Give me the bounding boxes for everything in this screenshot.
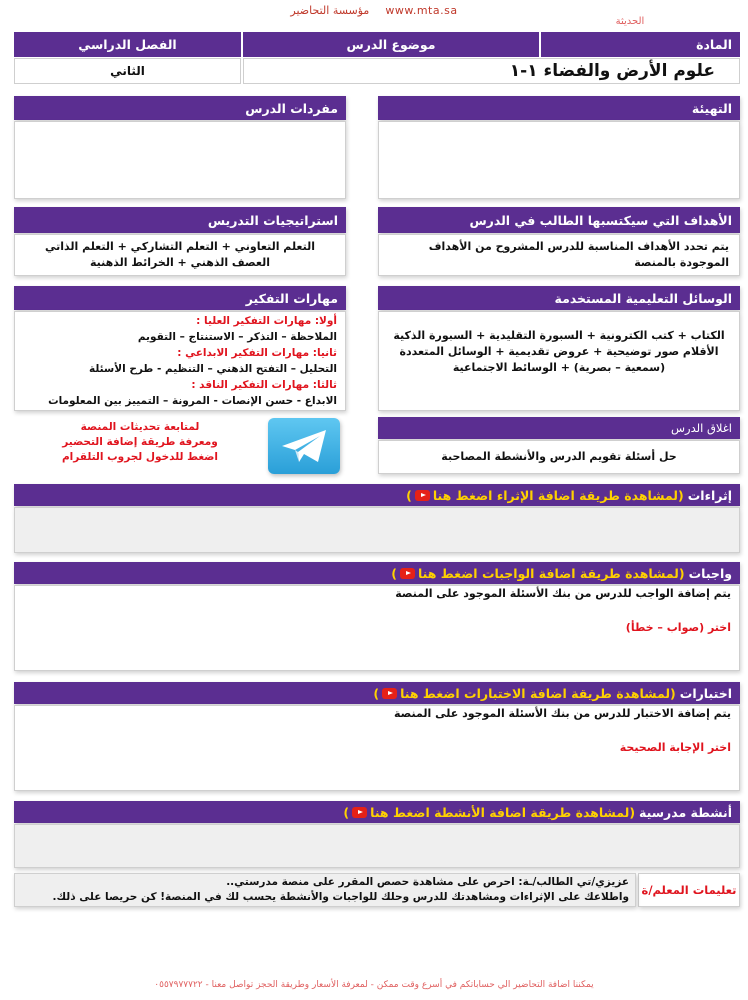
enrich-link[interactable]: (لمشاهدة طريقة اضافة الإثراء اضغط هنا bbox=[432, 487, 684, 503]
homework-link[interactable]: (لمشاهدة طريقة اضافة الواجبات اضغط هنا bbox=[417, 565, 685, 581]
subject-value: علوم الأرض والفضاء ١-١ bbox=[243, 58, 740, 84]
objectives-header: الأهداف التي سيكتسبها الطالب في الدرس bbox=[378, 207, 740, 233]
site-url[interactable]: www.mta.sa bbox=[385, 4, 458, 17]
vocab-body bbox=[14, 121, 346, 199]
org-name: مؤسسة التحاضير bbox=[290, 4, 370, 17]
warmup-body bbox=[378, 121, 740, 199]
warmup-header: التهيئة bbox=[378, 96, 740, 120]
vocab-header: مفردات الدرس bbox=[14, 96, 346, 120]
strategies-body: التعلم التعاوني + التعلم التشاركي + التعلم الذاتي العصف الذهني + الخرائط الذهنية bbox=[14, 234, 346, 276]
youtube-icon[interactable] bbox=[382, 688, 397, 699]
objectives-body: يتم تحدد الأهداف المناسبة للدرس المشروح من الأهداف الموجودة بالمنصة bbox=[378, 234, 740, 276]
topic-label: موضوع الدرس bbox=[243, 32, 539, 57]
telegram-plane-icon bbox=[268, 418, 340, 474]
subject-label: المادة bbox=[541, 32, 740, 57]
semester-value: الثاني bbox=[14, 58, 241, 84]
teacher-label-cell: تعليمات المعلم/ة bbox=[638, 873, 740, 907]
telegram-promo-text[interactable]: لمتابعة تحديثات المنصة ومعرفة طريقة إضافة التحضير اضغط للدخول لجروب التلقرام bbox=[61, 421, 219, 463]
semester-label: الفصل الدراسي bbox=[14, 32, 241, 57]
tests-body: يتم إضافة الاختبار للدرس من بنك الأسئلة الموجود على المنصة اختر الإجابة الصحيحة bbox=[14, 705, 740, 791]
tests-header: اختبارات (لمشاهدة طريقة اضافة الاختبارات اضغط هنا ) bbox=[14, 682, 740, 704]
teacher-instructions: عزيزي/تي الطالب/ـة: احرص على مشاهدة حصص المقرر على منصة مدرستي.. واطلاعك على الإثراءات ومشاهدتك للدرس وحلك للواجبات والأنشطة يحسب لك في المنصة! كن حريصا على ذلك. bbox=[14, 873, 636, 907]
activities-header: أنشطة مدرسية (لمشاهدة طريقة اضافة الأنشطة اضغط هنا ) bbox=[14, 801, 740, 823]
youtube-icon[interactable] bbox=[415, 490, 430, 501]
footer-note: يمكننا اضافة التحاضير الي حساباتكم في أسرع وقت ممكن - لمعرفة الأسعار وطريقة الحجز تواصل معنا - ٠٥٥٧٩٧٧٧٢٢ bbox=[154, 980, 594, 990]
enrich-body bbox=[14, 507, 740, 553]
thinking-header: مهارات التفكير bbox=[14, 286, 346, 310]
activities-link[interactable]: (لمشاهدة طريقة اضافة الأنشطة اضغط هنا bbox=[370, 804, 636, 820]
homework-body: يتم إضافة الواجب للدرس من بنك الأسئلة الموجود على المنصة اختر (صواب – خطأ) bbox=[14, 585, 740, 671]
closing-header: اغلاق الدرس bbox=[378, 417, 740, 439]
badge: الحديثة bbox=[615, 16, 645, 27]
thinking-body: أولا: مهارات التفكير العليا : الملاحظة – التذكر – الاستنتاج – التقويم ثانيا: مهارات التفكير الابداعي : التحليل – التفتح الذهني – التنظيم - طرح الأسئلة ثالثا: مهارات التفكير الناقد : الابداع - حسن الإنصات - المرونة – التمييز بين المعلومات bbox=[14, 311, 346, 411]
enrich-header: إثراءات (لمشاهدة طريقة اضافة الإثراء اضغط هنا ) bbox=[14, 484, 740, 506]
homework-header: واجبات (لمشاهدة طريقة اضافة الواجبات اضغط هنا ) bbox=[14, 562, 740, 584]
aids-body: الكتاب + كتب الكترونية + السبورة التقليدية + السبورة الذكية الأقلام صور توضيحية + عروض تقديمية + الوسائل المتعددة (سمعية – بصرية) + الوسائط الاجتماعية bbox=[378, 311, 740, 411]
tests-link[interactable]: (لمشاهدة طريقة اضافة الاختبارات اضغط هنا bbox=[400, 685, 676, 701]
youtube-icon[interactable] bbox=[352, 807, 367, 818]
closing-body: حل أسئلة تقويم الدرس والأنشطة المصاحبة bbox=[378, 440, 740, 474]
telegram-icon[interactable] bbox=[268, 418, 340, 474]
strategies-header: استراتيجيات التدريس bbox=[14, 207, 346, 233]
youtube-icon[interactable] bbox=[400, 568, 415, 579]
activities-body bbox=[14, 824, 740, 868]
aids-header: الوسائل التعليمية المستخدمة bbox=[378, 286, 740, 310]
